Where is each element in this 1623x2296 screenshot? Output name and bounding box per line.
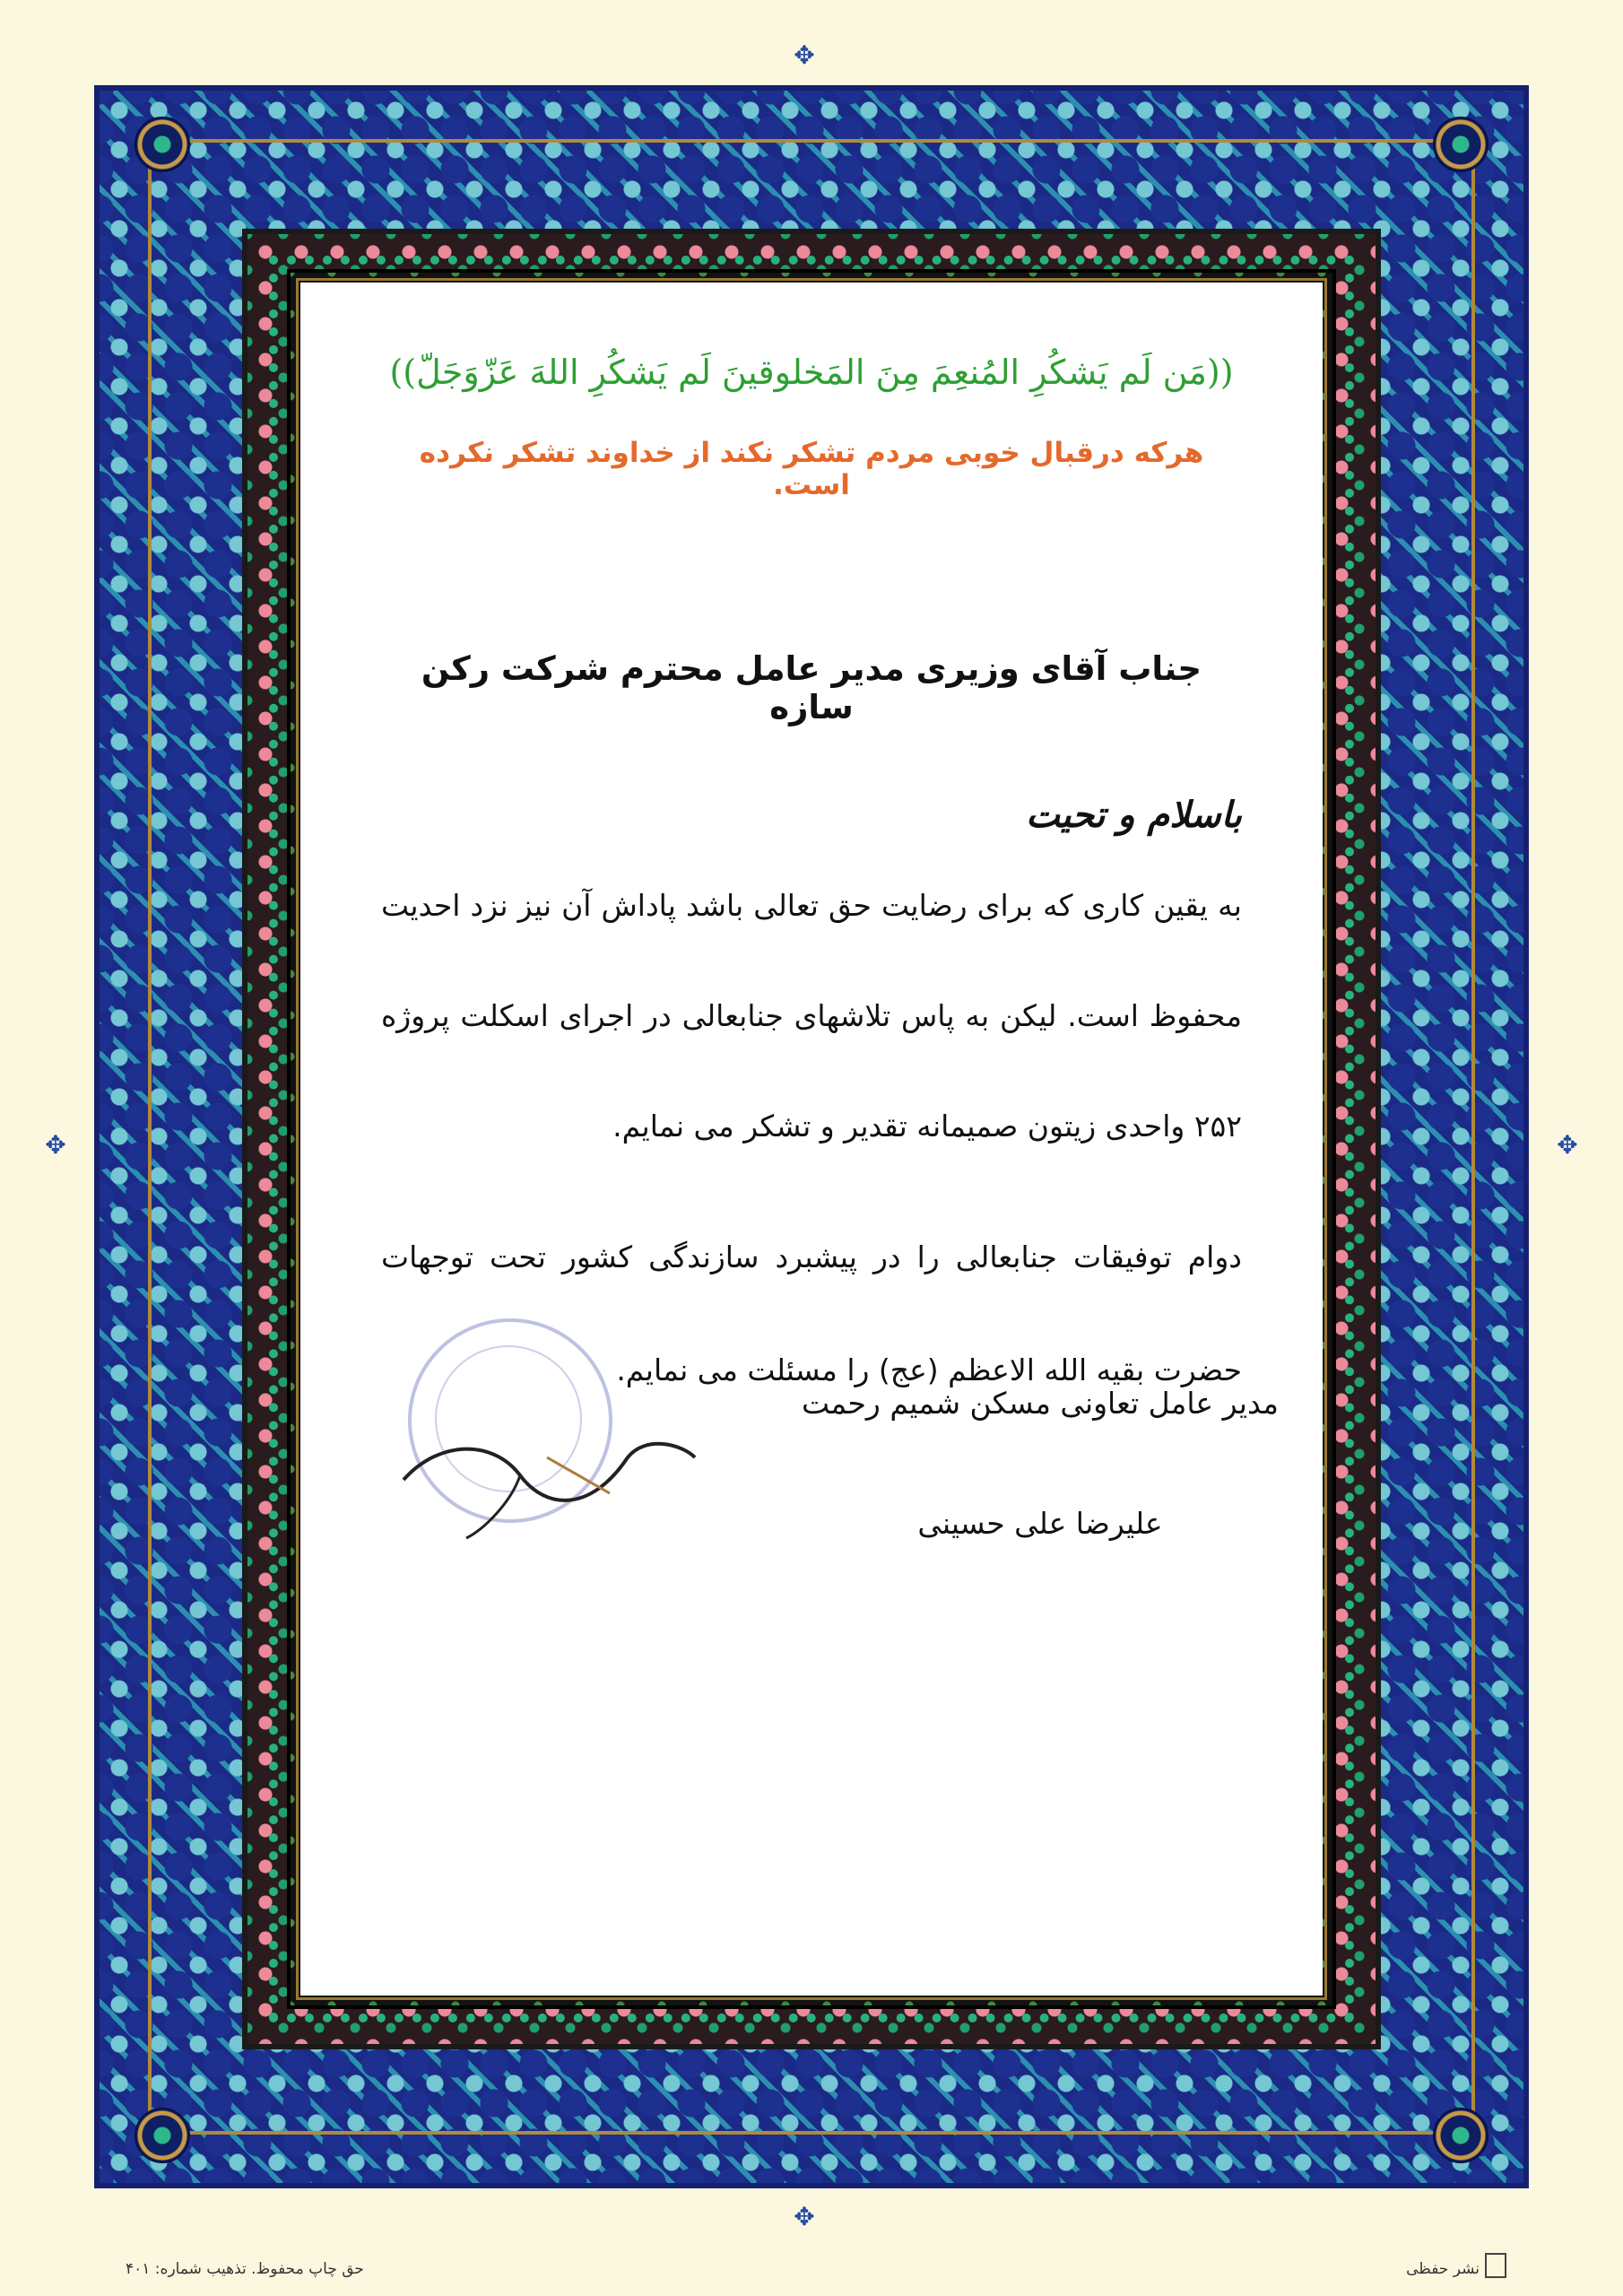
signer-title: مدیر عامل تعاونی مسکن شمیم رحمت: [802, 1386, 1279, 1421]
corner-medallion-icon: [135, 2108, 190, 2163]
handwritten-signature: [386, 1404, 708, 1538]
signer-name: علیرضا علی حسینی: [917, 1506, 1163, 1541]
left-flourish-icon: ✥: [45, 1130, 66, 1160]
corner-medallion-icon: [1433, 2108, 1488, 2163]
right-flourish-icon: ✥: [1557, 1130, 1578, 1160]
signature-block: [771, 1341, 1309, 1541]
publisher-logo-icon: [1485, 2253, 1506, 2278]
letter-closing-paragraph: دوام توفیقات جنابعالی را در پیشبرد سازندگی کشور تحت توجهات حضرت بقیه الله الاعظم (عج) را مسئلت می نمایم.: [381, 1239, 1242, 1387]
certificate-text-area: [300, 283, 1323, 1996]
corner-medallion-icon: [1433, 117, 1488, 172]
copyright-note: حق چاپ محفوظ. تذهیب شماره: ۴۰۱: [126, 2260, 364, 2278]
greeting: باسلام و تحیت: [1026, 794, 1242, 836]
corner-medallion-icon: [135, 117, 190, 172]
recipient-line: جناب آقای وزیری مدیر عامل محترم شرکت رکن سازه: [421, 649, 1202, 726]
top-flourish-icon: ✥: [794, 40, 815, 70]
arabic-hadith-quote: ((مَن لَم يَشكُرِ المُنعِمَ مِنَ المَخلوقينَ لَم يَشكُرِ اللهَ عَزّوَجَلّ)): [389, 352, 1234, 392]
letter-body-paragraph: به یقین کاری که برای رضایت حق تعالی باشد پاداش آن نیز نزد احدیت محفوظ است. لیکن به پاس تلاشهای جنابعالی در اجرای اسکلت پروژه ۲۵۲ واحدی زیتون صمیمانه تقدیر و تشکر می نمایم.: [381, 888, 1242, 1144]
bottom-flourish-icon: ✥: [794, 2202, 815, 2231]
persian-translation: هرکه درقبال خوبی مردم تشکر نکند از خداوند تشکر نکرده است.: [419, 437, 1204, 501]
publisher-name: نشر حفظی: [1406, 2260, 1480, 2278]
